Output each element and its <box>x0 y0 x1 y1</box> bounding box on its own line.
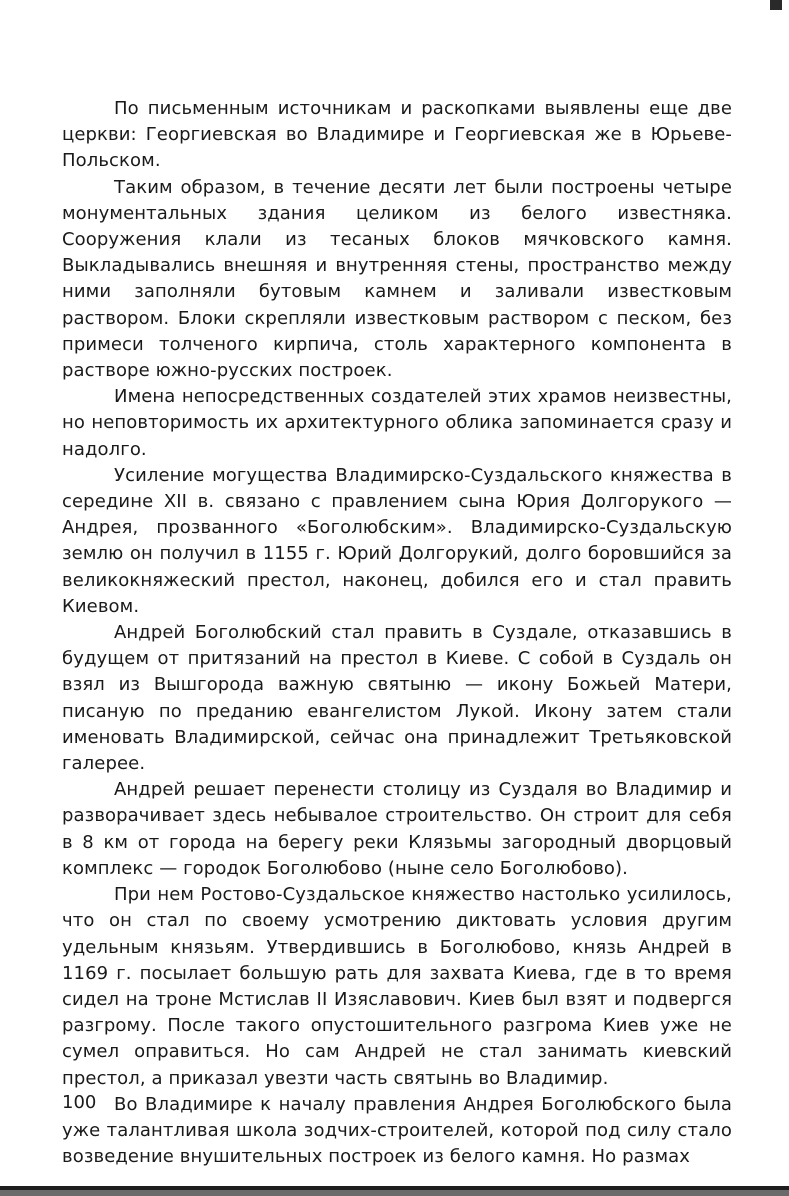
paragraph-4: Усиление могущества Владимирско-Суздальского княжества в середине XII в. связано с правлением сына Юрия Долгорукого — Андрея, прозванного «Боголюбским». Владимирско-Суздальскую землю он получил в 1155 г. Юрий Долгорукий, долго боровшийся за великокняжеский престол, наконец, добился его и стал править Киевом. <box>62 464 732 617</box>
paragraph-7: При нем Ростово-Суздальское княжество настолько усилилось, что он стал по своему усмотрению диктовать условия другим удельным князьям. Утвердившись в Боголюбово, князь Андрей в 1169 г. посылает большую рать для захвата Киева, где в то время сидел на троне Мстислав II Изяславович. Киев был взят и подвергся разгрому. После такого опустошительного разгрома Киев уже не сумел оправиться. Но сам Андрей не стал занимать киевский престол, а приказал увезти часть святынь во Владимир. <box>62 884 732 1089</box>
paragraph-3: Имена непосредственных создателей этих храмов неизвестны, но неповторимость их архитектурного облика запоминается сразу и надолго. <box>62 386 732 460</box>
paragraph-8: Во Владимире к началу правления Андрея Боголюбского была уже талантливая школа зодчих-строителей, которой под силу стало возведение внушительных построек из белого камня. Но размах <box>62 1093 732 1168</box>
bottom-scan-shadow <box>0 1190 789 1196</box>
paragraph-1: По письменным источникам и раскопками выявлены еще две церкви: Георгиевская во Владимире и Георгиевская же в Юрьеве-Польском. <box>62 98 732 172</box>
scan-corner-mark <box>770 0 782 10</box>
body-text <box>62 96 732 1170</box>
paragraph-2: Таким образом, в течение десяти лет были построены четыре монументальных здания целиком из белого известняка. Сооружения клали из тесаных блоков мячковского камня. Выкладывались внешняя и внутренняя стены, пространство между ними заполняли бутовым камнем и заливали известковым раствором. Блоки скрепляли известковым раствором с песком, без примеси толченого кирпича, столь характерного компонента в растворе южно-русских построек. <box>62 176 732 382</box>
paragraph-6: Андрей решает перенести столицу из Суздаля во Владимир и разворачивает здесь небывалое строительство. Он строит для себя в 8 км от города на берегу реки Клязьмы загородный дворцовый комплекс — городок Боголюбово (ныне село Боголюбово). <box>62 779 732 879</box>
page-number: 100 <box>62 1092 97 1113</box>
paragraph-5: Андрей Боголюбский стал править в Суздале, отказавшись в будущем от притязаний на престол в Киеве. С собой в Суздаль он взял из Вышгорода важную святыню — икону Божьей Матери, писаную по преданию евангелистом Лукой. Икону затем стали именовать Владимирской, сейчас она принадлежит Третьяковской галерее. <box>62 622 732 775</box>
